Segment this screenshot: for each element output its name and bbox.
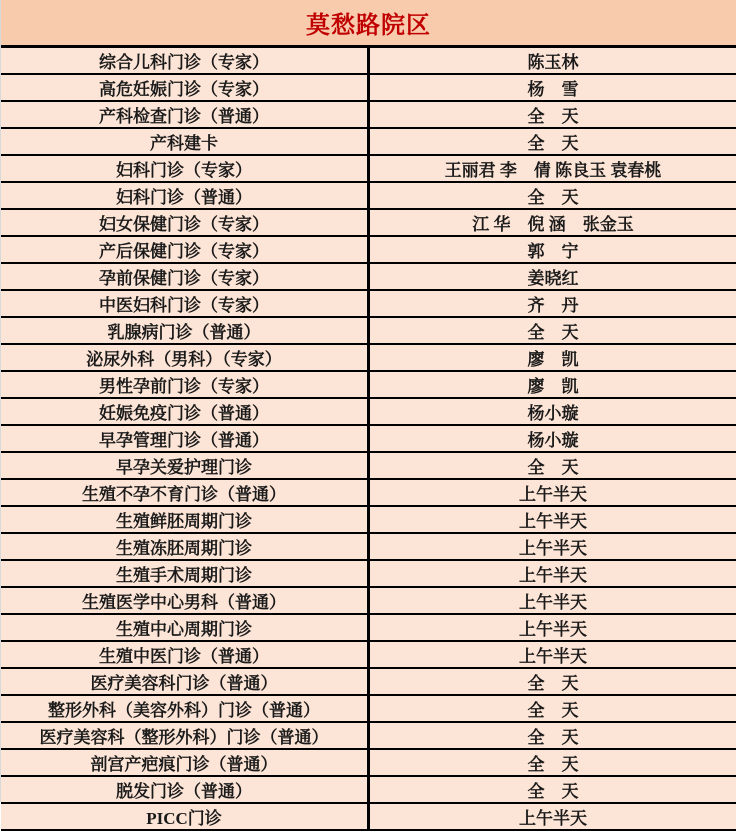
schedule-cell: 全 天 [369, 695, 736, 722]
table-row [1, 533, 736, 560]
campus-title: 莫愁路院区 [1, 0, 736, 47]
department-cell: 生殖鲜胚周期门诊 [1, 506, 369, 533]
department-cell: 生殖中心周期门诊 [1, 614, 369, 641]
department-cell: 综合儿科门诊（专家） [1, 47, 369, 75]
schedule-rows [1, 47, 736, 831]
schedule-cell: 上午半天 [369, 479, 736, 506]
title-row [1, 0, 736, 47]
department-cell: 生殖手术周期门诊 [1, 560, 369, 587]
department-cell: 产后保健门诊（专家） [1, 236, 369, 263]
schedule-cell: 廖 凯 [369, 344, 736, 371]
table-row [1, 236, 736, 263]
table-row [1, 317, 736, 344]
table-row [1, 209, 736, 236]
department-cell: 早孕管理门诊（普通） [1, 425, 369, 452]
schedule-cell: 全 天 [369, 317, 736, 344]
schedule-cell: 上午半天 [369, 803, 736, 830]
table-row [1, 101, 736, 128]
table-row [1, 155, 736, 182]
department-cell: 生殖医学中心男科（普通） [1, 587, 369, 614]
schedule-cell: 上午半天 [369, 614, 736, 641]
schedule-cell: 全 天 [369, 128, 736, 155]
department-cell: 泌尿外科（男科）（专家） [1, 344, 369, 371]
department-cell: 妇科门诊（专家） [1, 155, 369, 182]
table-row [1, 47, 736, 75]
table-row [1, 263, 736, 290]
table-row [1, 722, 736, 749]
schedule-cell: 上午半天 [369, 641, 736, 668]
table-header [1, 0, 736, 47]
table-row [1, 560, 736, 587]
table-row [1, 776, 736, 803]
department-cell: 生殖冻胚周期门诊 [1, 533, 369, 560]
department-cell: 妊娠免疫门诊（普通） [1, 398, 369, 425]
department-cell: 生殖不孕不育门诊（普通） [1, 479, 369, 506]
department-cell: 产科检查门诊（普通） [1, 101, 369, 128]
department-cell: 妇科门诊（普通） [1, 182, 369, 209]
schedule-cell: 全 天 [369, 182, 736, 209]
department-cell: 男性孕前门诊（专家） [1, 371, 369, 398]
table-row [1, 749, 736, 776]
table-row [1, 344, 736, 371]
schedule-cell: 全 天 [369, 722, 736, 749]
table-row [1, 506, 736, 533]
table-row [1, 695, 736, 722]
table-row [1, 641, 736, 668]
table-row [1, 74, 736, 101]
schedule-cell: 上午半天 [369, 587, 736, 614]
schedule-cell: 杨小璇 [369, 398, 736, 425]
department-cell: 剖宫产疤痕门诊（普通） [1, 749, 369, 776]
schedule-cell: 郭 宁 [369, 236, 736, 263]
schedule-cell: 全 天 [369, 452, 736, 479]
schedule-cell: 全 天 [369, 749, 736, 776]
schedule-cell: 廖 凯 [369, 371, 736, 398]
table-row [1, 398, 736, 425]
department-cell: 医疗美容科（整形外科）门诊（普通） [1, 722, 369, 749]
schedule-cell: 全 天 [369, 776, 736, 803]
campus-schedule-table [1, 0, 736, 831]
table-row [1, 614, 736, 641]
schedule-cell: 上午半天 [369, 560, 736, 587]
department-cell: 脱发门诊（普通） [1, 776, 369, 803]
schedule-cell: 齐 丹 [369, 290, 736, 317]
department-cell: 中医妇科门诊（专家） [1, 290, 369, 317]
schedule-cell: 王丽君 李 倩 陈良玉 袁春桃 [369, 155, 736, 182]
department-cell: 医疗美容科门诊（普通） [1, 668, 369, 695]
table-row [1, 182, 736, 209]
schedule-cell: 上午半天 [369, 533, 736, 560]
schedule-cell: 上午半天 [369, 506, 736, 533]
department-cell: 整形外科（美容外科）门诊（普通） [1, 695, 369, 722]
table-row [1, 587, 736, 614]
department-cell: 产科建卡 [1, 128, 369, 155]
table-row [1, 668, 736, 695]
schedule-cell: 全 天 [369, 668, 736, 695]
department-cell: 生殖中医门诊（普通） [1, 641, 369, 668]
schedule-cell: 杨小璇 [369, 425, 736, 452]
table-row [1, 128, 736, 155]
schedule-cell: 江 华 倪 涵 张金玉 [369, 209, 736, 236]
table-row [1, 371, 736, 398]
schedule-cell: 全 天 [369, 101, 736, 128]
department-cell: 高危妊娠门诊（专家） [1, 74, 369, 101]
department-cell: 早孕关爱护理门诊 [1, 452, 369, 479]
schedule-cell: 杨 雪 [369, 74, 736, 101]
table-row [1, 290, 736, 317]
schedule-cell: 姜晓红 [369, 263, 736, 290]
schedule-cell: 陈玉林 [369, 47, 736, 75]
department-cell: 孕前保健门诊（专家） [1, 263, 369, 290]
table-row [1, 452, 736, 479]
table-row [1, 479, 736, 506]
table-row [1, 803, 736, 830]
table-row [1, 425, 736, 452]
department-cell: 乳腺病门诊（普通） [1, 317, 369, 344]
department-cell: 妇女保健门诊（专家） [1, 209, 369, 236]
department-cell: PICC门诊 [1, 803, 369, 830]
